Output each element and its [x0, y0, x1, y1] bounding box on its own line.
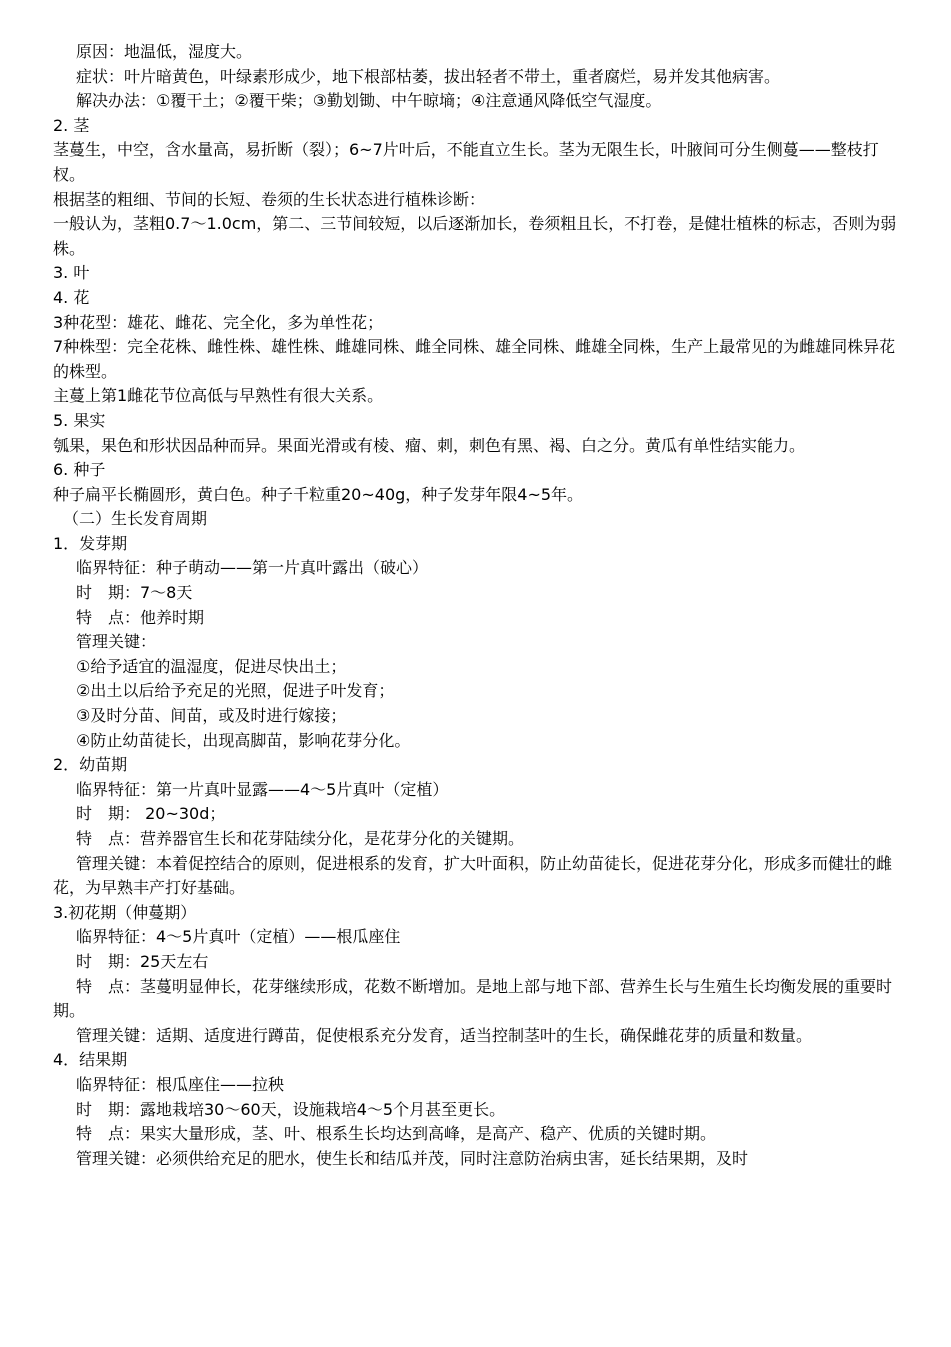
paragraph: ③及时分苗、间苗，或及时进行嫁接； — [76, 706, 347, 726]
paragraph: 时 期：7～8天 — [76, 583, 193, 603]
paragraph: 原因：地温低，湿度大。 — [76, 42, 253, 61]
paragraph: 4. 花 — [53, 287, 90, 307]
document-body — [53, 40, 903, 1171]
paragraph: （二）生长发育周期 — [63, 509, 208, 529]
paragraph: 3. 叶 — [53, 263, 90, 283]
paragraph: 特 点：他养时期 — [76, 607, 205, 627]
paragraph: 时 期： 20~30d； — [76, 804, 226, 824]
paragraph: 管理关键： — [76, 632, 157, 652]
paragraph: 1．发芽期 — [53, 533, 128, 553]
paragraph: 临界特征：种子萌动——第一片真叶露出（破心） — [76, 558, 429, 578]
paragraph: 种子扁平长椭圆形，黄白色。种子千粒重20~40g，种子发芽年限4~5年。 — [53, 484, 584, 504]
paragraph: 茎蔓生，中空，含水量高，易折断（裂）；6~7片叶后，不能直立生长。茎为无限生长，叶腋间可分生侧蔓——整枝打杈。 — [53, 140, 879, 184]
paragraph: 3种花型：雄花、雌花、完全化，多为单性花； — [53, 312, 384, 332]
paragraph: 主蔓上第1雌花节位高低与早熟性有很大关系。 — [53, 386, 384, 406]
paragraph: 管理关键：本着促控结合的原则，促进根系的发育，扩大叶面积，防止幼苗徒长，促进花芽分化，形成多而健壮的雌花，为早熟丰产打好基础。 — [53, 853, 893, 898]
paragraph: 管理关键：适期、适度进行蹲苗，促使根系充分发育，适当控制茎叶的生长，确保雌花芽的质量和数量。 — [76, 1025, 813, 1045]
paragraph: ④防止幼苗徒长，出现高脚苗，影响花芽分化。 — [76, 730, 411, 750]
paragraph: 临界特征：4～5片真叶（定植）——根瓜座住 — [76, 927, 401, 947]
paragraph: 5. 果实 — [53, 410, 106, 430]
paragraph: 管理关键：必须供给充足的肥水，使生长和结瓜并茂，同时注意防治病虫害，延长结果期，及时 — [76, 1148, 749, 1168]
paragraph: 4．结果期 — [53, 1050, 128, 1070]
paragraph: 2．幼苗期 — [53, 755, 128, 775]
paragraph: 2. 茎 — [53, 115, 90, 135]
paragraph: 6. 种子 — [53, 460, 106, 480]
paragraph: 瓠果，果色和形状因品种而异。果面光滑或有棱、瘤、刺，刺色有黑、褐、白之分。黄瓜有单性结实能力。 — [53, 435, 806, 455]
paragraph: 解决办法：①覆干土；②覆干柴；③勤划锄、中午晾墒；④注意通风降低空气湿度。 — [76, 91, 662, 111]
paragraph: 临界特征：第一片真叶显露——4～5片真叶（定植） — [76, 779, 449, 799]
paragraph: 特 点：果实大量形成，茎、叶、根系生长均达到高峰，是高产、稳产、优质的关键时期。 — [76, 1124, 717, 1144]
paragraph: 7种株型：完全花株、雌性株、雄性株、雌雄同株、雌全同株、雄全同株、雌雄全同株，生产上最常见的为雌雄同株异花的株型。 — [53, 337, 896, 381]
paragraph: 时 期：25天左右 — [76, 951, 209, 971]
paragraph: 症状：叶片暗黄色，叶绿素形成少，地下根部枯萎，拔出轻者不带土，重者腐烂，易并发其他病害。 — [76, 66, 781, 86]
paragraph: 临界特征：根瓜座住——拉秧 — [76, 1074, 285, 1094]
paragraph: ①给予适宜的温湿度，促进尽快出土； — [76, 656, 347, 676]
paragraph: 根据茎的粗细、节间的长短、卷须的生长状态进行植株诊断： — [53, 189, 486, 209]
paragraph: 3.初花期（伸蔓期） — [53, 902, 197, 922]
paragraph: 特 点：茎蔓明显伸长，花芽继续形成，花数不断增加。是地上部与地下部、营养生长与生殖生长均衡发展的重要时期。 — [53, 976, 893, 1021]
paragraph: ②出土以后给予充足的光照，促进子叶发育； — [76, 681, 395, 701]
paragraph: 特 点：营养器官生长和花芽陆续分化，是花芽分化的关键期。 — [76, 829, 525, 848]
paragraph: 时 期：露地栽培30～60天，设施栽培4～5个月甚至更长。 — [76, 1099, 506, 1119]
paragraph: 一般认为，茎粗0.7～1.0cm，第二、三节间较短，以后逐渐加长，卷须粗且长，不打卷，是健壮植株的标志，否则为弱株。 — [53, 214, 897, 258]
